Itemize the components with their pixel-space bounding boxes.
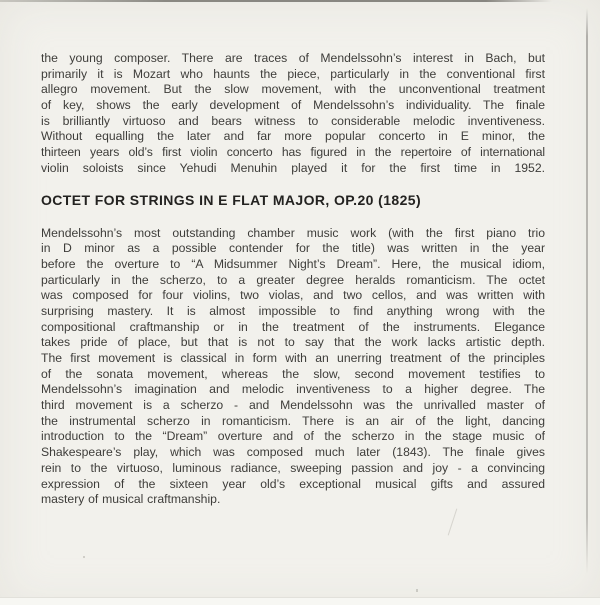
text-line: expression of the sixteen year old’s exceptional musical gifts and assured — [41, 476, 545, 491]
text-line: takes pride of place, but that is not to say that the work lacks artistic depth. — [41, 335, 545, 350]
text-line: primarily it is Mozart who haunts the piece, particularly in the conventional first — [41, 66, 545, 81]
text-line: Without equalling the later and far more popular concerto in E minor, the — [41, 129, 545, 144]
liner-notes-text — [41, 51, 545, 508]
text-line: Mendelssohn’s most outstanding chamber music work (with the first piano trio — [41, 225, 545, 240]
text-line: the instrumental scherzo in romanticism. There is an air of the light, dancing — [41, 413, 545, 428]
text-line: of the sonata movement, whereas the slow, second movement testifies to — [41, 366, 545, 381]
scan-artifact-right-edge — [586, 8, 588, 574]
text-line: the young composer. There are traces of Mendelssohn’s interest in Bach, but — [41, 51, 545, 65]
scan-scratch-mark — [448, 509, 458, 536]
scan-artifact-top-edge — [0, 0, 552, 2]
text-line: surprising mastery. It is almost impossible to find anything wrong with the — [41, 303, 545, 318]
text-line: is brilliantly virtuoso and bears witness to considerable melodic inventiveness. — [41, 113, 545, 128]
text-line: rein to the virtuoso, luminous radiance, sweeping passion and joy - a convincing — [41, 460, 545, 475]
paragraph-octet — [41, 226, 545, 508]
text-line: thirteen years old’s first violin concerto has figured in the repertoire of international — [41, 145, 545, 160]
text-line: violin soloists since Yehudi Menuhin played it for the first time in 1952. — [41, 160, 545, 175]
text-line: mastery of musical craftmanship. — [41, 492, 221, 507]
text-line: particularly in the scherzo, to a greater degree heralds romanticism. The octet — [41, 272, 545, 287]
text-line: in D minor as a possible contender for the title) was written in the year — [41, 241, 545, 256]
text-line: third movement is a scherzo - and Mendelssohn was the unrivalled master of — [41, 398, 545, 413]
text-line: Mendelssohn’s imagination and melodic inventiveness to a higher degree. The — [41, 382, 545, 397]
scan-artifact-bottom-edge — [0, 597, 600, 605]
scan-dust-speck — [83, 556, 85, 558]
text-line: of key, shows the early development of Mendelssohn’s individuality. The finale — [41, 98, 545, 113]
text-line: introduction to the “Dream” overture and of the scherzo in the stage music of — [41, 429, 545, 444]
text-line: allegro movement. But the slow movement, with the unconventional treatment — [41, 82, 545, 97]
text-line: was composed for four violins, two violas, and two cellos, and was written with — [41, 288, 545, 303]
scan-dust-speck — [416, 589, 418, 592]
paragraph-violin-concerto — [41, 51, 545, 177]
text-line: Shakespeare’s play, which was composed much later (1843). The finale gives — [41, 445, 545, 460]
text-line: The first movement is classical in form with an unerring treatment of the principles — [41, 351, 545, 365]
text-line: compositional craftmanship or in the treatment of the instruments. Elegance — [41, 319, 545, 334]
text-line: before the overture to “A Midsummer Night’s Dream”. Here, the musical idiom, — [41, 256, 545, 271]
section-heading-octet: OCTET FOR STRINGS IN E FLAT MAJOR, OP.20 (1825) — [41, 191, 422, 208]
